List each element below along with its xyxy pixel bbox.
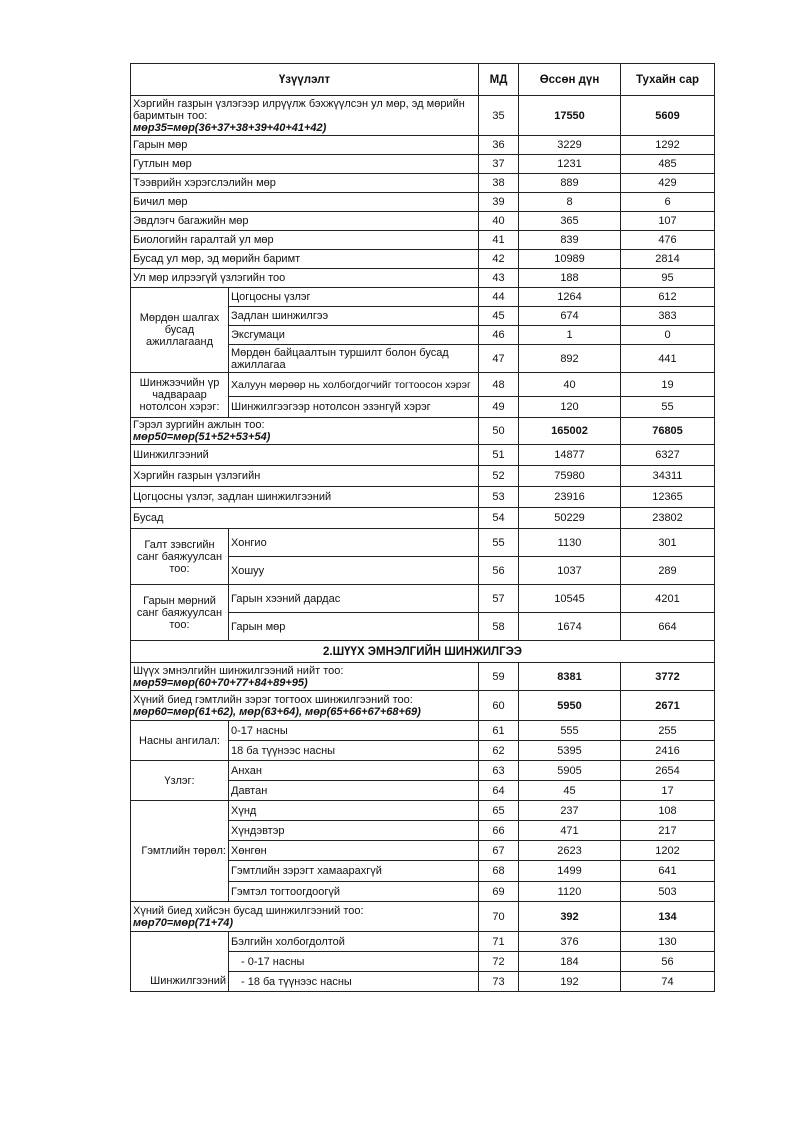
section-row	[131, 641, 715, 663]
row-code: 55	[479, 529, 519, 557]
row-code: 57	[479, 585, 519, 613]
row-label: Хүнд	[229, 801, 479, 821]
table-row	[131, 932, 715, 952]
row-formula: мөр59=мөр(60+70+77+84+89+95)	[133, 676, 308, 689]
row-label: Мөрдөн байцаалтын туршилт болон бусад ажиллагаа	[229, 345, 479, 373]
row-month: 485	[621, 155, 715, 174]
row-code: 52	[479, 466, 519, 487]
row-label: - 18 ба түүнээс насны	[229, 972, 479, 992]
row-month: 476	[621, 231, 715, 250]
row-cumulative: 1120	[519, 882, 621, 902]
row-cumulative: 10989	[519, 250, 621, 269]
header-month: Тухайн сар	[621, 64, 715, 96]
row-month: 383	[621, 307, 715, 326]
row-label: Бичил мөр	[131, 193, 479, 212]
row-month: 34311	[621, 466, 715, 487]
row-label: Цогцосны үзлэг, задлан шинжилгээний	[131, 487, 479, 508]
row-cumulative: 889	[519, 174, 621, 193]
row-cumulative: 188	[519, 269, 621, 288]
row-code: 41	[479, 231, 519, 250]
row-month: 6	[621, 193, 715, 212]
row-month: 107	[621, 212, 715, 231]
row-label: Шүүх эмнэлгийн шинжилгээний нийт тоо:	[133, 664, 344, 677]
row-label: Ул мөр илрээгүй үзлэгийн тоо	[131, 269, 479, 288]
row-code: 35	[479, 96, 519, 136]
row-label: Шинжилгээний	[131, 445, 479, 466]
row-month: 612	[621, 288, 715, 307]
row-code: 69	[479, 882, 519, 902]
statistics-table	[130, 63, 715, 992]
row-label: Бусад	[131, 508, 479, 529]
row-code: 47	[479, 345, 519, 373]
row-label: Тээврийн хэрэгслэлийн мөр	[131, 174, 479, 193]
row-cumulative: 376	[519, 932, 621, 952]
row-code: 56	[479, 557, 519, 585]
row-month: 301	[621, 529, 715, 557]
group-label: Мөрдөн шалгах бусад ажиллагаанд	[131, 288, 229, 373]
row-code: 65	[479, 801, 519, 821]
row-month: 1292	[621, 136, 715, 155]
row-label: 18 ба түүнээс насны	[229, 741, 479, 761]
row-code: 60	[479, 691, 519, 721]
row-cumulative: 120	[519, 397, 621, 418]
row-cumulative: 17550	[519, 96, 621, 136]
row-label: Цогцосны үзлэг	[229, 288, 479, 307]
table-row	[131, 174, 715, 193]
row-code: 53	[479, 487, 519, 508]
row-code: 48	[479, 373, 519, 397]
row-label: Бэлгийн холбогдолтой	[229, 932, 479, 952]
row-month: 217	[621, 821, 715, 841]
row-code: 43	[479, 269, 519, 288]
row-label: Гэмтэл тогтоогдоогүй	[229, 882, 479, 902]
row-cumulative: 75980	[519, 466, 621, 487]
row-cumulative: 1264	[519, 288, 621, 307]
table-row	[131, 761, 715, 781]
group-label: Үзлэг:	[131, 761, 229, 801]
row-month: 2416	[621, 741, 715, 761]
table-row	[131, 902, 715, 932]
row-label: Хонгио	[229, 529, 479, 557]
row-code: 46	[479, 326, 519, 345]
group-label: Шинжилгээний	[131, 932, 229, 992]
row-label: Шинжилгээгээр нотолсон эзэнгүй хэрэг	[229, 397, 479, 418]
row-cumulative: 555	[519, 721, 621, 741]
table-row	[131, 529, 715, 557]
row-code: 68	[479, 861, 519, 882]
row-cumulative: 192	[519, 972, 621, 992]
row-formula: мөр70=мөр(71+74)	[133, 916, 234, 929]
row-cumulative: 1499	[519, 861, 621, 882]
row-cumulative: 237	[519, 801, 621, 821]
row-label: Эксгумаци	[229, 326, 479, 345]
row-code: 58	[479, 613, 519, 641]
table-row	[131, 96, 715, 136]
row-code: 73	[479, 972, 519, 992]
header-indicator: Үзүүлэлт	[131, 64, 479, 96]
row-label: 0-17 насны	[229, 721, 479, 741]
row-cumulative: 40	[519, 373, 621, 397]
row-cumulative: 184	[519, 952, 621, 972]
row-month: 95	[621, 269, 715, 288]
table-row	[131, 193, 715, 212]
row-month: 1202	[621, 841, 715, 861]
table-row	[131, 801, 715, 821]
row-month: 12365	[621, 487, 715, 508]
row-month: 289	[621, 557, 715, 585]
row-code: 66	[479, 821, 519, 841]
group-label: Гарын мөрний санг баяжуулсан тоо:	[131, 585, 229, 641]
row-month: 4201	[621, 585, 715, 613]
row-code: 44	[479, 288, 519, 307]
row-month: 17	[621, 781, 715, 801]
table-row	[131, 250, 715, 269]
row-label: Хөнгөн	[229, 841, 479, 861]
row-label: Хүний биед гэмтлийн зэрэг тогтоох шинжилгээний тоо:	[133, 693, 413, 706]
row-month: 0	[621, 326, 715, 345]
section-title: 2.ШҮҮХ ЭМНЭЛГИЙН ШИНЖИЛГЭЭ	[131, 641, 715, 663]
row-cumulative: 1130	[519, 529, 621, 557]
row-code: 38	[479, 174, 519, 193]
row-code: 42	[479, 250, 519, 269]
row-month: 664	[621, 613, 715, 641]
row-cumulative: 8381	[519, 663, 621, 691]
row-month: 74	[621, 972, 715, 992]
row-code: 40	[479, 212, 519, 231]
row-code: 39	[479, 193, 519, 212]
row-month: 76805	[621, 418, 715, 445]
row-code: 61	[479, 721, 519, 741]
table-row	[131, 508, 715, 529]
table-row	[131, 691, 715, 721]
row-month: 3772	[621, 663, 715, 691]
row-cumulative: 471	[519, 821, 621, 841]
row-label: Биологийн гаралтай ул мөр	[131, 231, 479, 250]
row-cumulative: 892	[519, 345, 621, 373]
group-label: Гэмтлийн төрөл:	[131, 801, 229, 902]
row-month: 6327	[621, 445, 715, 466]
row-month: 56	[621, 952, 715, 972]
table-row	[131, 466, 715, 487]
row-label: Хэргийн газрын үзлэгийн	[131, 466, 479, 487]
row-code: 54	[479, 508, 519, 529]
row-month: 5609	[621, 96, 715, 136]
row-cumulative: 1	[519, 326, 621, 345]
table-row	[131, 269, 715, 288]
row-cumulative: 5950	[519, 691, 621, 721]
row-cumulative: 45	[519, 781, 621, 801]
row-label: Гарын мөр	[131, 136, 479, 155]
row-label: Хүндэвтэр	[229, 821, 479, 841]
row-cumulative: 365	[519, 212, 621, 231]
row-month: 503	[621, 882, 715, 902]
row-code: 50	[479, 418, 519, 445]
row-month: 130	[621, 932, 715, 952]
row-cumulative: 5395	[519, 741, 621, 761]
row-label: Хошуу	[229, 557, 479, 585]
row-month: 2814	[621, 250, 715, 269]
row-code: 72	[479, 952, 519, 972]
row-code: 36	[479, 136, 519, 155]
row-label: Задлан шинжилгээ	[229, 307, 479, 326]
row-month: 2671	[621, 691, 715, 721]
row-cumulative: 8	[519, 193, 621, 212]
row-formula: мөр35=мөр(36+37+38+39+40+41+42)	[133, 121, 327, 134]
row-label: - 0-17 насны	[229, 952, 479, 972]
row-code: 49	[479, 397, 519, 418]
table-row	[131, 487, 715, 508]
row-cumulative: 1231	[519, 155, 621, 174]
row-cumulative: 839	[519, 231, 621, 250]
table-header	[131, 64, 715, 96]
row-code: 64	[479, 781, 519, 801]
row-month: 23802	[621, 508, 715, 529]
row-cumulative: 1674	[519, 613, 621, 641]
row-month: 441	[621, 345, 715, 373]
row-code: 62	[479, 741, 519, 761]
group-label: Насны ангилал:	[131, 721, 229, 761]
row-label: Эвдлэгч багажийн мөр	[131, 212, 479, 231]
row-code: 37	[479, 155, 519, 174]
row-cumulative: 5905	[519, 761, 621, 781]
row-month: 429	[621, 174, 715, 193]
header-cumulative: Өссөн дүн	[519, 64, 621, 96]
table-row	[131, 663, 715, 691]
row-code: 59	[479, 663, 519, 691]
row-label: Гутлын мөр	[131, 155, 479, 174]
table-row	[131, 155, 715, 174]
row-label: Хүний биед хийсэн бусад шинжилгээний тоо:	[133, 904, 364, 917]
row-label: Бусад ул мөр, эд мөрийн баримт	[131, 250, 479, 269]
row-cumulative: 392	[519, 902, 621, 932]
row-label: Анхан	[229, 761, 479, 781]
row-code: 63	[479, 761, 519, 781]
row-month: 55	[621, 397, 715, 418]
row-month: 2654	[621, 761, 715, 781]
table-row	[131, 373, 715, 397]
table-row	[131, 418, 715, 445]
row-month: 134	[621, 902, 715, 932]
table-row	[131, 585, 715, 613]
row-cumulative: 165002	[519, 418, 621, 445]
row-code: 45	[479, 307, 519, 326]
table-row	[131, 231, 715, 250]
row-cumulative: 10545	[519, 585, 621, 613]
row-label: Халуун мөрөөр нь холбогдогчийг тогтоосон хэрэг	[229, 373, 479, 397]
row-cumulative: 50229	[519, 508, 621, 529]
row-code: 51	[479, 445, 519, 466]
table-row	[131, 212, 715, 231]
header-code: МД	[479, 64, 519, 96]
row-cumulative: 14877	[519, 445, 621, 466]
row-label: Давтан	[229, 781, 479, 801]
row-label: Гарын хээний дардас	[229, 585, 479, 613]
row-label: Хэргийн газрын үзлэгээр илрүүлж бэхжүүлсэн ул мөр, эд мөрийн баримтын тоо:	[133, 97, 465, 122]
table-row	[131, 288, 715, 307]
row-code: 67	[479, 841, 519, 861]
group-label: Шинжээчийн үр чадвараар нотолсон хэрэг:	[131, 373, 229, 418]
row-cumulative: 1037	[519, 557, 621, 585]
row-month: 255	[621, 721, 715, 741]
row-code: 70	[479, 902, 519, 932]
row-label: Гэрэл зургийн ажлын тоо:	[133, 419, 265, 431]
row-month: 641	[621, 861, 715, 882]
table-row	[131, 721, 715, 741]
group-label: Галт зэвсгийн санг баяжуулсан тоо:	[131, 529, 229, 585]
row-code: 71	[479, 932, 519, 952]
row-cumulative: 674	[519, 307, 621, 326]
row-label: Гэмтлийн зэрэгт хамаарахгүй	[229, 861, 479, 882]
row-cumulative: 3229	[519, 136, 621, 155]
row-month: 19	[621, 373, 715, 397]
row-month: 108	[621, 801, 715, 821]
table-row	[131, 136, 715, 155]
row-cumulative: 2623	[519, 841, 621, 861]
table-row	[131, 445, 715, 466]
row-formula: мөр50=мөр(51+52+53+54)	[133, 431, 271, 443]
row-label: Гарын мөр	[229, 613, 479, 641]
row-cumulative: 23916	[519, 487, 621, 508]
row-formula: мөр60=мөр(61+62), мөр(63+64), мөр(65+66+67+68+69)	[133, 705, 421, 718]
